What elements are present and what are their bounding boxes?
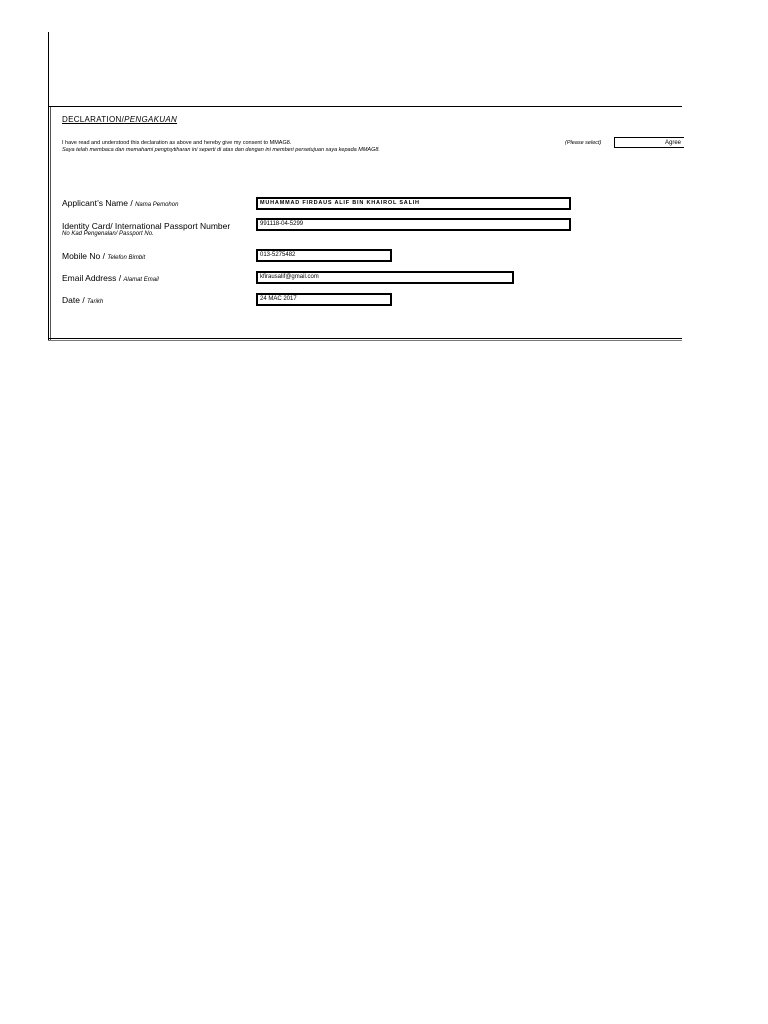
email-label-ms: Alamat Email: [123, 277, 159, 283]
select-prompt: (Please select): [565, 140, 602, 146]
mobile-label: [62, 251, 145, 261]
declaration-title: [62, 115, 177, 124]
applicant-name-field[interactable]: MUHAMMAD FIRDAUS ALIF BIN KHAIROL SALIH: [256, 197, 571, 210]
declaration-title-ms: PENGAKUAN: [124, 115, 178, 124]
applicant-name-label-ms: Nama Pemohon: [135, 202, 179, 208]
declaration-statement-en: I have read and understood this declaration as above and hereby give my consent to MMAG8.: [62, 140, 292, 146]
mobile-label-en: Mobile No /: [62, 251, 108, 261]
declaration-title-en: DECLARATION/: [62, 115, 125, 124]
email-label-en: Email Address /: [62, 273, 124, 283]
left-border-inner-line: [50, 106, 51, 340]
applicant-name-label: [62, 198, 178, 208]
section-top-rule: [48, 106, 682, 107]
id-number-label: Identity Card/ International Passport Number: [62, 221, 231, 231]
mobile-field[interactable]: 013-5275482: [256, 249, 392, 262]
mobile-label-ms: Telefon Bimbit: [107, 255, 146, 261]
applicant-name-label-en: Applicant’s Name /: [62, 198, 136, 208]
section-bottom-rule-inner: [48, 340, 682, 341]
left-border-line: [48, 32, 49, 340]
date-label-en: Date /: [62, 295, 88, 305]
date-field[interactable]: 24 MAC 2017: [256, 293, 392, 306]
email-label: [62, 273, 159, 283]
id-number-field[interactable]: 991118-04-5299: [256, 218, 571, 231]
date-label: [62, 295, 103, 305]
consent-select[interactable]: Agree: [614, 137, 684, 148]
declaration-statement-ms: Saya telah membaca dan memahami pengisytiharan ini seperti di atas dan dengan ini memberi persetujuan saya kepada MMAG8.: [62, 147, 380, 153]
date-label-ms: Tarikh: [87, 299, 104, 305]
email-field[interactable]: kfirausalif@gmail.com: [256, 271, 514, 284]
section-bottom-rule: [48, 338, 682, 339]
id-number-label-ms: No Kad Pengenalan/ Passport No.: [62, 231, 154, 237]
